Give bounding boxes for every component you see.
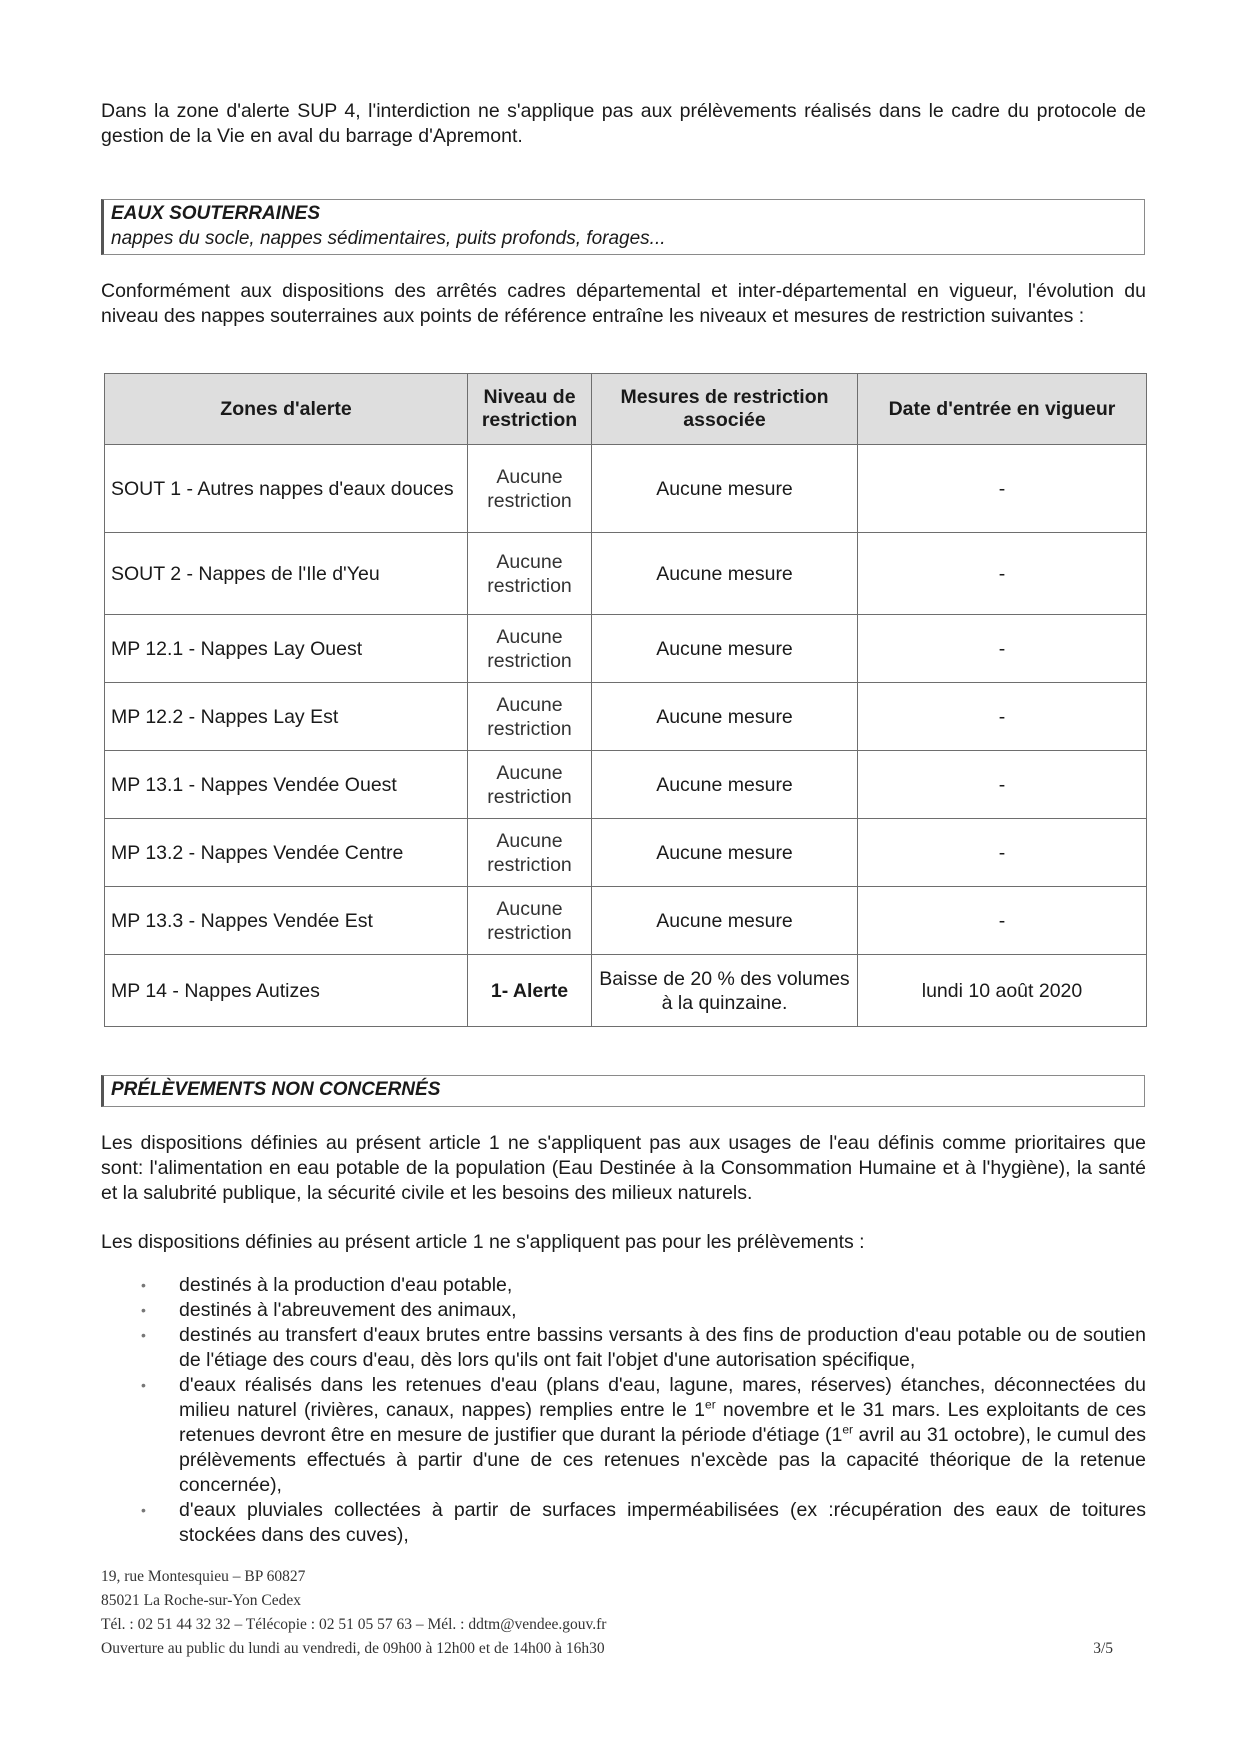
list-item-text: destinés au transfert d'eaux brutes entre bassins versants à des fins de production d'eau potable ou de soutien de l'étiage des cours d'eau, dès lors qu'ils ont fait l'objet d'une autorisation spécifique,	[179, 1324, 1146, 1371]
cell-measures: Aucune mesure	[592, 615, 858, 683]
cell-level: Aucune restriction	[468, 615, 592, 683]
table-row	[105, 955, 1147, 1027]
header-date: Date d'entrée en vigueur	[858, 374, 1147, 445]
cell-zone: MP 13.3 - Nappes Vendée Est	[105, 887, 468, 955]
footer-hours-line: Ouverture au public du lundi au vendredi, de 09h00 à 12h00 et de 14h00 à 16h30	[101, 1640, 605, 1657]
section-exemptions-box	[101, 1075, 1145, 1107]
table-row	[105, 445, 1147, 533]
exemptions-paragraph-1: Les dispositions définies au présent article 1 ne s'appliquent pas aux usages de l'eau définis comme prioritaires que sont: l'alimentation en eau potable de la population (Eau Destinée à la Consommation Humaine et à l'hygiène), la santé et la salubrité publique, la sécurité civile et les besoins des milieux naturels.	[101, 1132, 1146, 1204]
cell-measures: Aucune mesure	[592, 819, 858, 887]
list-item	[101, 1298, 1146, 1323]
header-measures: Mesures de restriction associée	[592, 374, 858, 445]
exemptions-list	[101, 1273, 1146, 1548]
restriction-table	[104, 373, 1147, 1027]
cell-measures: Aucune mesure	[592, 683, 858, 751]
list-item-text-part3: avril au 31 octobre), le cumul des prélèvements effectués à partir d'une de ces retenues n'excède pas la capacité théorique de la retenue concernée),	[179, 1424, 1146, 1496]
bullet-icon: •	[141, 1277, 146, 1293]
cell-level: Aucune restriction	[468, 683, 592, 751]
cell-zone: SOUT 2 - Nappes de l'Ile d'Yeu	[105, 533, 468, 615]
cell-level: Aucune restriction	[468, 887, 592, 955]
list-item-text: destinés à la production d'eau potable,	[179, 1274, 513, 1296]
table-row	[105, 683, 1147, 751]
cell-measures: Aucune mesure	[592, 887, 858, 955]
cell-measures: Baisse de 20 % des volumes à la quinzaine.	[592, 955, 858, 1027]
cell-level: Aucune restriction	[468, 533, 592, 615]
section-groundwater-title: EAUX SOUTERRAINES	[111, 203, 321, 224]
header-level: Niveau de restriction	[468, 374, 592, 445]
cell-date: -	[858, 819, 1147, 887]
footer-contact-line: Tél. : 02 51 44 32 32 – Télécopie : 02 51 05 57 63 – Mél. : ddtm@vendee.gouv.fr	[101, 1616, 607, 1633]
bullet-icon: •	[141, 1327, 146, 1343]
cell-zone: MP 12.1 - Nappes Lay Ouest	[105, 615, 468, 683]
cell-measures: Aucune mesure	[592, 445, 858, 533]
exemptions-paragraph-2: Les dispositions définies au présent article 1 ne s'appliquent pas pour les prélèvements :	[101, 1231, 865, 1253]
cell-level: 1- Alerte	[468, 955, 592, 1027]
table-row	[105, 819, 1147, 887]
groundwater-paragraph: Conformément aux dispositions des arrêtés cadres départemental et inter-départemental en vigueur, l'évolution du niveau des nappes souterraines aux points de référence entraîne les niveaux et mesures de restriction suivantes :	[101, 280, 1146, 327]
cell-zone: MP 12.2 - Nappes Lay Est	[105, 683, 468, 751]
cell-level: Aucune restriction	[468, 819, 592, 887]
page-footer	[101, 1565, 1113, 1661]
header-zone: Zones d'alerte	[105, 374, 468, 445]
list-item-text-part1: d'eaux réalisés dans les retenues d'eau (plans d'eau, lagune, mares, réserves) étanches, déconnectées du milieu naturel (rivières, canaux, nappes) remplies entre le 1	[179, 1374, 1146, 1421]
cell-level: Aucune restriction	[468, 445, 592, 533]
cell-date: -	[858, 751, 1147, 819]
bullet-icon: •	[141, 1377, 146, 1393]
table-header-row	[105, 374, 1147, 445]
list-item	[101, 1498, 1146, 1548]
list-item	[101, 1323, 1146, 1373]
footer-city-line: 85021 La Roche-sur-Yon Cedex	[101, 1592, 302, 1609]
cell-zone: SOUT 1 - Autres nappes d'eaux douces	[105, 445, 468, 533]
cell-zone: MP 13.1 - Nappes Vendée Ouest	[105, 751, 468, 819]
footer-address-line: 19, rue Montesquieu – BP 60827	[101, 1568, 306, 1585]
cell-measures: Aucune mesure	[592, 533, 858, 615]
cell-date: -	[858, 445, 1147, 533]
list-item-text: destinés à l'abreuvement des animaux,	[179, 1299, 517, 1321]
cell-date: lundi 10 août 2020	[858, 955, 1147, 1027]
table-row	[105, 615, 1147, 683]
list-item	[101, 1373, 1146, 1498]
cell-date: -	[858, 887, 1147, 955]
list-item	[101, 1273, 1146, 1298]
cell-zone: MP 14 - Nappes Autizes	[105, 955, 468, 1027]
list-item-text-part2: novembre et le 31 mars. Les exploitants de ces retenues devront être en mesure de justifier que durant la période d'étiage (1	[179, 1399, 1146, 1446]
section-groundwater-subtitle: nappes du socle, nappes sédimentaires, puits profonds, forages...	[111, 228, 666, 249]
superscript-er: er	[842, 1422, 854, 1437]
table-row	[105, 751, 1147, 819]
cell-measures: Aucune mesure	[592, 751, 858, 819]
list-item-text: d'eaux pluviales collectées à partir de surfaces imperméabilisées (ex :récupération des eaux de toitures stockées dans des cuves),	[179, 1499, 1146, 1546]
bullet-icon: •	[141, 1502, 146, 1518]
cell-zone: MP 13.2 - Nappes Vendée Centre	[105, 819, 468, 887]
cell-date: -	[858, 615, 1147, 683]
section-groundwater-box	[101, 199, 1145, 255]
table-row	[105, 887, 1147, 955]
intro-paragraph: Dans la zone d'alerte SUP 4, l'interdiction ne s'applique pas aux prélèvements réalisés dans le cadre du protocole de gestion de la Vie en aval du barrage d'Apremont.	[101, 100, 1146, 147]
cell-date: -	[858, 683, 1147, 751]
table-row	[105, 533, 1147, 615]
section-exemptions-title: PRÉLÈVEMENTS NON CONCERNÉS	[111, 1079, 441, 1100]
bullet-icon: •	[141, 1302, 146, 1318]
cell-date: -	[858, 533, 1147, 615]
cell-level: Aucune restriction	[468, 751, 592, 819]
superscript-er: er	[705, 1397, 716, 1412]
page-number: 3/5	[1093, 1640, 1113, 1657]
